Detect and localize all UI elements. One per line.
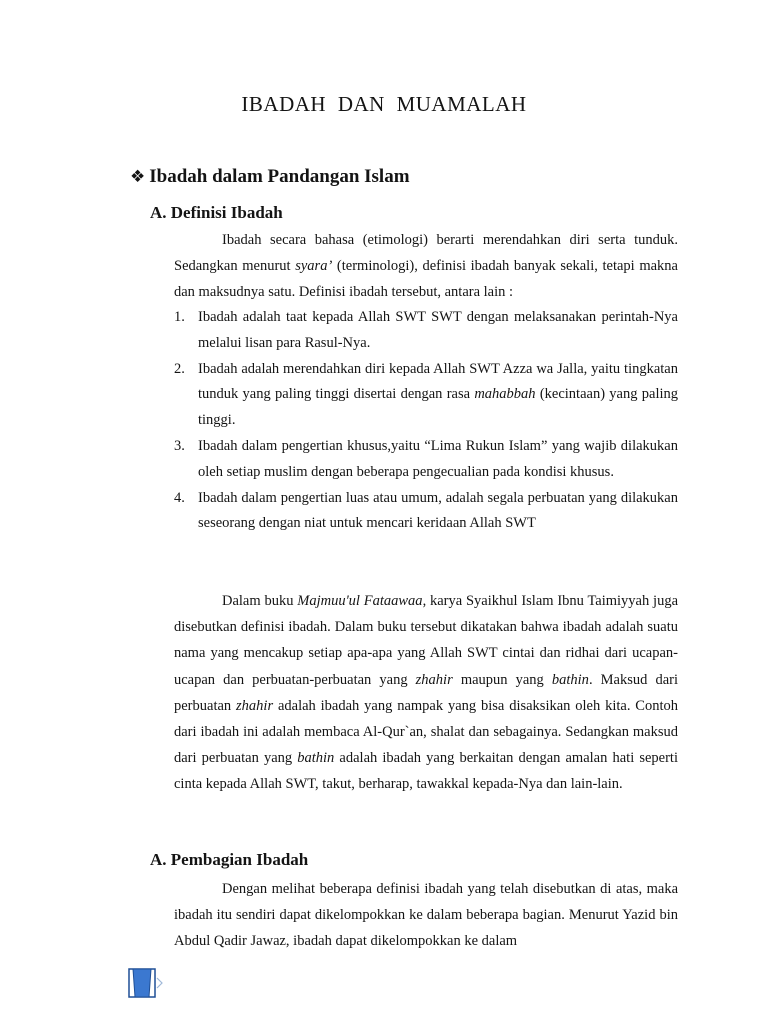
list-item: 4. Ibadah dalam pengertian luas atau umum, adalah segala perbuatan yang dilakukan seseorang dengan niat untuk mencari keridaan Allah SWT bbox=[174, 489, 678, 532]
paragraph-pembagian: Dengan melihat beberapa definisi ibadah yang telah disebutkan di atas, maka ibadah itu sendiri dapat dikelompokkan ke dalam beberapa bagian. Menurut Yazid bin Abdul Qadir Jawaz, ibadah dapat dikelompokkan ke dalam bbox=[174, 881, 678, 950]
paragraph-definisi-intro: Ibadah secara bahasa (etimologi) berarti merendahkan diri serta tunduk. Sedangkan menurut syara’ (terminologi), definisi ibadah banyak sekali, tetapi makna dan maksudnya satu. Definisi ibadah tersebut, antara lain : bbox=[174, 232, 678, 301]
subheading-pembagian: A. Pembagian Ibadah bbox=[150, 850, 309, 869]
document-title: IBADAH DAN MUAMALAH bbox=[241, 92, 527, 116]
section-heading-text: Ibadah dalam Pandangan Islam bbox=[149, 166, 410, 187]
paragraph-majmuu-ul-fataawaa: Dalam buku Majmuu'ul Fataawaa, karya Syaikhul Islam Ibnu Taimiyyah juga disebutkan definisi ibadah. Dalam buku tersebut dikatakan bahwa ibadah adalah suatu nama yang mencakup setiap apa-apa yang Allah SWT cintai dan ridhai dari ucapan-ucapan dan perbuatan-perbuatan yang zhahir maupun yang bathin. Maksud dari perbuatan zhahir adalah ibadah yang nampak yang bisa disaksikan oleh kita. Contoh dari ibadah ini adalah membaca Al-Qur`an, shalat dan sebagainya. Sedangkan maksud dari perbuatan yang bathin adalah ibadah yang berkaitan dengan amalan hati seperti cinta kepada Allah SWT, takut, berharap, tawakkal kepada-Nya dan lain-lain. bbox=[174, 593, 679, 793]
list-item: 2. Ibadah adalah merendahkan diri kepada Allah SWT Azza wa Jalla, yaitu tingkatan tunduk yang paling tinggi disertai dengan rasa mahabbah (kecintaan) yang paling tinggi. bbox=[174, 360, 679, 429]
diamond-bullet-icon: ❖ bbox=[130, 167, 146, 187]
section-heading bbox=[130, 166, 410, 188]
list-item: 3. Ibadah dalam pengertian khusus,yaitu “Lima Rukun Islam” yang wajib dilakukan oleh setiap muslim dengan beberapa pengecualian pada kondisi khusus. bbox=[174, 437, 678, 480]
subheading-definisi: A. Definisi Ibadah bbox=[150, 203, 283, 222]
definition-list bbox=[174, 305, 678, 537]
scribd-document-logo-icon bbox=[128, 966, 164, 1000]
list-item: 1. Ibadah adalah taat kepada Allah SWT SWT dengan melaksanakan perintah-Nya melalui lisan para Rasul-Nya. bbox=[174, 309, 678, 351]
